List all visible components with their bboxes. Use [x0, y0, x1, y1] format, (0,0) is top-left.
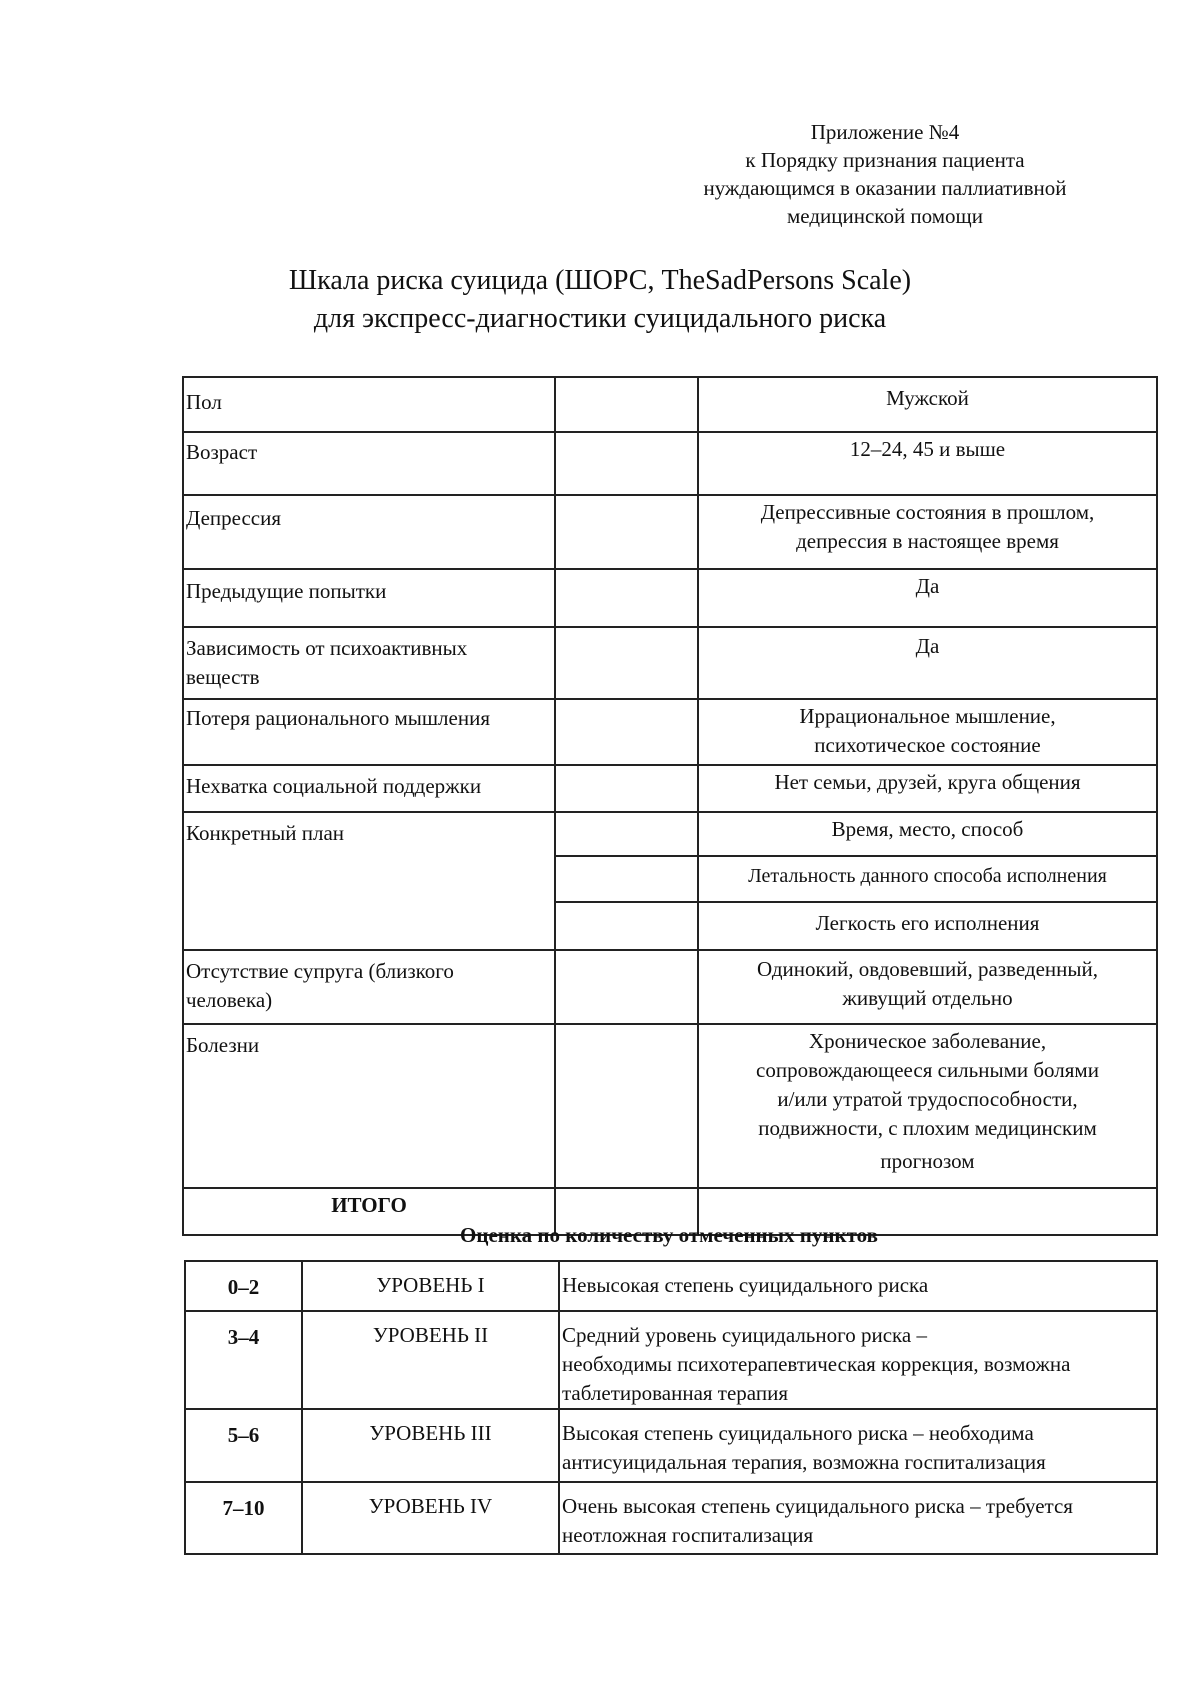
- table-row: [183, 432, 1157, 495]
- table-row: [183, 1024, 1157, 1188]
- description-line: Средний уровень суицидального риска –: [562, 1323, 927, 1347]
- level-description: [559, 1311, 1157, 1409]
- score-range: 5–6: [185, 1409, 302, 1482]
- score-cell[interactable]: [555, 569, 698, 627]
- risk-factor-criterion: [698, 495, 1157, 569]
- factor-line: человека): [186, 988, 273, 1012]
- criterion-line: прогнозом: [880, 1149, 975, 1173]
- description-line: неотложная госпитализация: [562, 1523, 814, 1547]
- table-row: [185, 1311, 1157, 1409]
- risk-factor-label: Потеря рационального мышления: [183, 699, 555, 765]
- title-line-2: для экспресс-диагностики суицидального риска: [313, 303, 887, 334]
- factor-line: веществ: [186, 665, 260, 689]
- score-range: 3–4: [185, 1311, 302, 1409]
- risk-factor-label: Болезни: [183, 1024, 555, 1188]
- table-row: [183, 569, 1157, 627]
- table-row: [183, 950, 1157, 1024]
- criterion-line: и/или утратой трудоспособности,: [777, 1087, 1078, 1111]
- score-cell[interactable]: [555, 627, 698, 699]
- factor-line: Отсутствие супруга (близкого: [186, 959, 454, 983]
- risk-factor-criterion: [698, 1024, 1157, 1188]
- description-line: Невысокая степень суицидального риска: [562, 1273, 929, 1297]
- table-row: [183, 495, 1157, 569]
- risk-factor-label: Нехватка социальной поддержки: [183, 765, 555, 812]
- appendix-line: медицинской помощи: [787, 204, 983, 228]
- score-range: 0–2: [185, 1261, 302, 1311]
- risk-factor-label: [183, 950, 555, 1024]
- risk-level: УРОВЕНЬ IV: [302, 1482, 559, 1554]
- description-line: таблетированная терапия: [562, 1381, 788, 1405]
- score-cell[interactable]: [555, 902, 698, 950]
- criterion-line: Иррациональное мышление,: [799, 704, 1056, 728]
- risk-factor-criterion: Да: [698, 569, 1157, 627]
- risk-factor-criterion: [698, 699, 1157, 765]
- risk-factor-criterion: Мужской: [698, 377, 1157, 432]
- criterion-line: Хроническое заболевание,: [808, 1029, 1047, 1053]
- scoring-levels-table: [184, 1260, 1158, 1555]
- score-cell[interactable]: [555, 856, 698, 902]
- risk-factor-criterion: Нет семьи, друзей, круга общения: [698, 765, 1157, 812]
- table-row: [183, 765, 1157, 812]
- title-line-1: Шкала риска суицида (ШОРС, TheSadPersons Scale): [288, 265, 912, 296]
- criterion-line: депрессия в настоящее время: [796, 529, 1059, 553]
- risk-factor-label: Конкретный план: [183, 812, 555, 950]
- scoring-caption: Оценка по количеству отмеченных пунктов: [460, 1223, 878, 1247]
- risk-factor-criterion: Летальность данного способа исполнения: [698, 856, 1157, 902]
- appendix-line: Приложение №4: [810, 120, 960, 144]
- risk-level: УРОВЕНЬ II: [302, 1311, 559, 1409]
- criterion-line: сопровождающееся сильными болями: [756, 1058, 1099, 1082]
- score-cell[interactable]: [555, 812, 698, 856]
- score-cell[interactable]: [555, 765, 698, 812]
- table-row: [185, 1409, 1157, 1482]
- description-line: Очень высокая степень суицидального риска – требуется: [562, 1494, 1073, 1518]
- score-cell[interactable]: [555, 432, 698, 495]
- criterion-line: Одинокий, овдовевший, разведенный,: [756, 957, 1098, 981]
- table-row: [183, 377, 1157, 432]
- level-description: [559, 1261, 1157, 1311]
- table-row: [183, 699, 1157, 765]
- score-cell[interactable]: [555, 699, 698, 765]
- appendix-header: [660, 118, 1110, 230]
- risk-factor-criterion: 12–24, 45 и выше: [698, 432, 1157, 495]
- risk-factor-label: Депрессия: [183, 495, 555, 569]
- description-line: необходимы психотерапевтическая коррекция, возможна: [562, 1352, 1071, 1376]
- appendix-line: к Порядку признания пациента: [745, 148, 1025, 172]
- level-description: [559, 1409, 1157, 1482]
- risk-factor-criterion: [698, 950, 1157, 1024]
- table-row: [185, 1482, 1157, 1554]
- criterion-line: психотическое состояние: [814, 733, 1041, 757]
- criterion-line: Депрессивные состояния в прошлом,: [760, 500, 1095, 524]
- description-line: Высокая степень суицидального риска – необходима: [562, 1421, 1034, 1445]
- score-cell[interactable]: [555, 495, 698, 569]
- score-cell[interactable]: [555, 1024, 698, 1188]
- risk-factor-label: [183, 627, 555, 699]
- risk-factor-criterion: Легкость его исполнения: [698, 902, 1157, 950]
- risk-factor-label: Предыдущие попытки: [183, 569, 555, 627]
- document-title: [180, 262, 1020, 338]
- table-row: [183, 812, 1157, 856]
- risk-factor-label: Возраст: [183, 432, 555, 495]
- table-row: [185, 1261, 1157, 1311]
- risk-factor-label: Пол: [183, 377, 555, 432]
- criterion-line: живущий отдельно: [842, 986, 1013, 1010]
- table-row: [183, 627, 1157, 699]
- level-description: [559, 1482, 1157, 1554]
- risk-level: УРОВЕНЬ III: [302, 1409, 559, 1482]
- score-cell[interactable]: [555, 950, 698, 1024]
- factor-line: Зависимость от психоактивных: [186, 636, 468, 660]
- description-line: антисуицидальная терапия, возможна госпитализация: [562, 1450, 1046, 1474]
- risk-factor-criterion: Да: [698, 627, 1157, 699]
- score-cell[interactable]: [555, 377, 698, 432]
- criterion-line: подвижности, с плохим медицинским: [758, 1116, 1097, 1140]
- score-range: 7–10: [185, 1482, 302, 1554]
- appendix-line: нуждающимся в оказании паллиативной: [703, 176, 1067, 200]
- risk-factor-table: [182, 376, 1158, 1236]
- risk-factor-criterion: Время, место, способ: [698, 812, 1157, 856]
- total-label: ИТОГО: [183, 1188, 555, 1235]
- risk-level: УРОВЕНЬ I: [302, 1261, 559, 1311]
